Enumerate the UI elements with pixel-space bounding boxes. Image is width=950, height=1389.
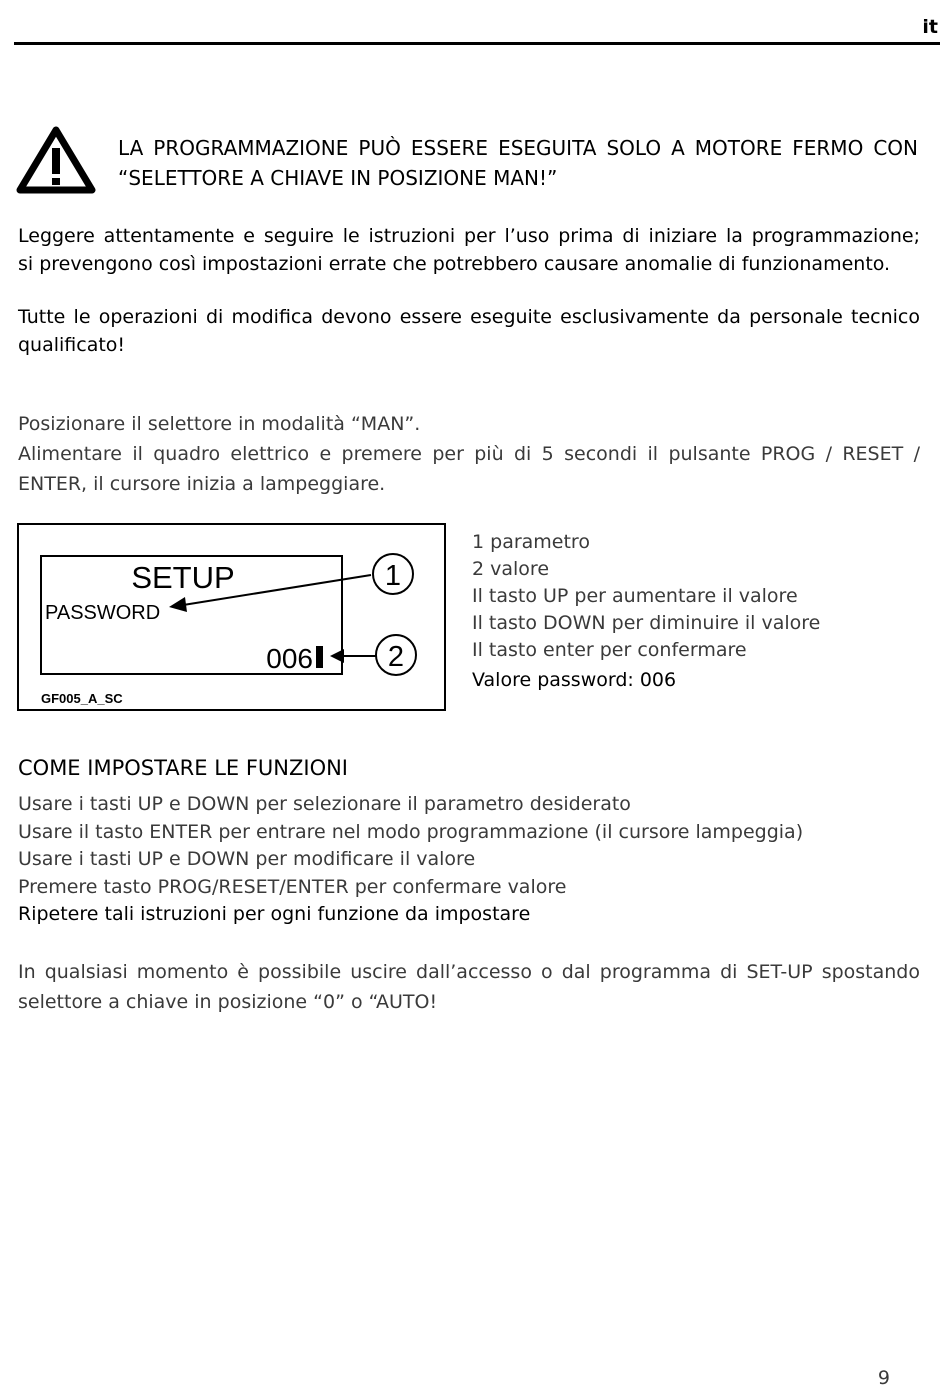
password-value: Valore password: 006 [472, 669, 677, 691]
warning-line-2: “SELETTORE A CHIAVE IN POSIZIONE MAN!” [118, 166, 558, 190]
lcd-figure [17, 523, 446, 711]
legend-item: Il tasto UP per aumentare il valore [472, 585, 798, 607]
figure-code: GF005_A_SC [41, 691, 123, 706]
lcd-label: PASSWORD [45, 602, 161, 624]
paragraph-line: selettore a chiave in posizione “0” o “AUTO! [18, 991, 438, 1013]
legend-item: 2 valore [472, 558, 550, 580]
header-rule [14, 42, 940, 45]
selector-position-paragraph [18, 409, 920, 499]
exit-paragraph [18, 957, 920, 1017]
steps-list [18, 791, 803, 929]
figure-legend [472, 529, 820, 694]
warning-text [118, 133, 918, 193]
page-number: 9 [877, 1367, 890, 1389]
section-heading: COME IMPOSTARE LE FUNZIONI [18, 756, 349, 780]
warning-line-1: LA PROGRAMMAZIONE PUÒ ESSERE ESEGUITA SOLO A MOTORE FERMO CON [118, 136, 918, 160]
legend-item: Il tasto DOWN per diminuire il valore [472, 612, 821, 634]
step-item: Usare i tasti UP e DOWN per selezionare il parametro desiderato [18, 793, 631, 815]
warning-triangle-icon [16, 126, 96, 194]
paragraph-line: qualificato! [18, 334, 126, 356]
qualified-staff-paragraph [18, 303, 920, 359]
lcd-diagram [19, 525, 444, 709]
paragraph-line: si prevengono così impostazioni errate che potrebbero causare anomalie di funzionamento. [18, 253, 891, 275]
callout-2-arrowhead [330, 649, 344, 663]
paragraph-line: Alimentare il quadro elettrico e premere per più di 5 secondi il pulsante PROG / RESET / [18, 443, 920, 465]
step-item: Premere tasto PROG/RESET/ENTER per confermare valore [18, 875, 567, 898]
callout-2-number: 2 [387, 641, 405, 673]
step-item: Ripetere tali istruzioni per ogni funzione da impostare [18, 903, 531, 925]
paragraph-line: Posizionare il selettore in modalità “MAN”. [18, 413, 421, 435]
lcd-cursor [316, 646, 323, 668]
callout-1-number: 1 [384, 560, 402, 592]
paragraph-line: ENTER, il cursore inizia a lampeggiare. [18, 473, 386, 495]
lcd-value: 006 [266, 643, 313, 674]
callout-1-arrowhead [169, 597, 187, 612]
legend-item: 1 parametro [472, 531, 590, 553]
paragraph-line: Leggere attentamente e seguire le istruzioni per l’uso prima di iniziare la programmazione; [18, 225, 920, 247]
paragraph-line: In qualsiasi momento è possibile uscire dall’accesso o dal programma di SET-UP spostando [18, 961, 920, 983]
lcd-title: SETUP [131, 560, 235, 595]
paragraph-line: Tutte le operazioni di modifica devono essere eseguite esclusivamente da personale tecnico [18, 306, 920, 328]
step-item: Usare il tasto ENTER per entrare nel modo programmazione (il cursore lampeggia) [18, 820, 804, 843]
step-item: Usare i tasti UP e DOWN per modificare il valore [18, 848, 476, 870]
language-tag: it [922, 16, 938, 38]
legend-item: Il tasto enter per confermare [472, 639, 747, 661]
read-instructions-paragraph [18, 222, 920, 278]
